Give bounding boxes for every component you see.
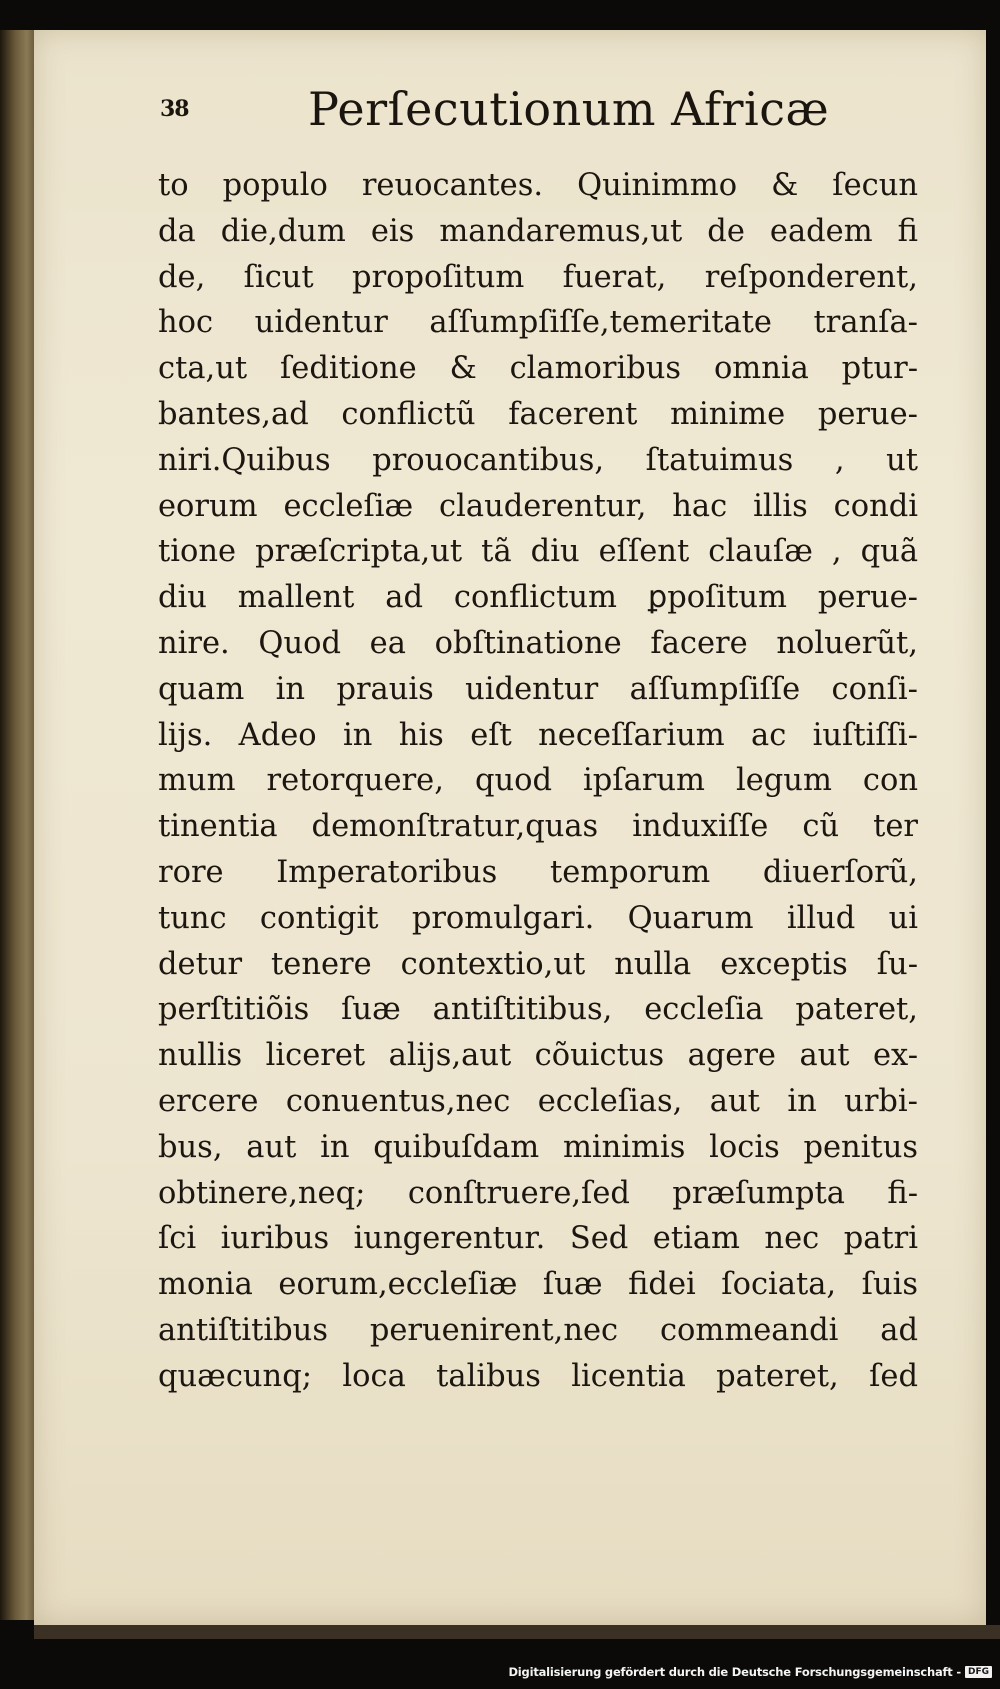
- text-line: niri.Quibus prouocantibus, ſtatuimus , ut: [158, 442, 918, 478]
- text-line: bus, aut in quibuſdam minimis locis penitus: [158, 1129, 918, 1165]
- text-line: rore Imperatoribus temporum diuerſorũ,: [158, 854, 918, 890]
- text-line: cta,ut ſeditione & clamoribus omnia ptur-: [158, 351, 918, 387]
- footer-credit: Digitalisierung gefördert durch die Deutsche Forschungsgemeinschaft -: [508, 1665, 961, 1679]
- text-line: antiſtitibus peruenirent,nec commeandi ad: [158, 1312, 918, 1348]
- text-line: mum retorquere, quod ipſarum legum con: [158, 763, 918, 799]
- text-line: perſtitiõis ſuæ antiſtitibus, eccleſia pateret,: [158, 992, 918, 1028]
- text-line: diu mallent ad conflictum ꝑpoſitum perue-: [158, 580, 918, 616]
- text-line: bantes,ad conflictũ facerent minime perue-: [158, 396, 918, 432]
- text-line: ſci iuribus iungerentur. Sed etiam nec patri: [158, 1221, 918, 1257]
- text-line: eorum eccleſiæ clauderentur, hac illis condi: [158, 488, 918, 524]
- text-line: de, ſicut propoſitum fuerat, reſponderent,: [158, 259, 918, 295]
- text-line: nire. Quod ea obſtinatione facere noluerũt,: [158, 625, 918, 661]
- book-spine-edge: [0, 30, 38, 1620]
- body-text: [158, 163, 928, 1400]
- running-title: Perſecutionum Africæ: [308, 82, 830, 136]
- text-line: da die,dum eis mandaremus,ut de eadem fi: [158, 213, 918, 249]
- text-line: detur tenere contextio,ut nulla exceptis ſu-: [158, 946, 918, 982]
- text-line: tione præſcripta,ut tã diu eſſent clauſæ , quã: [158, 534, 918, 570]
- page-header: [150, 82, 910, 152]
- text-line: monia eorum,eccleſiæ ſuæ fidei ſociata, ſuis: [158, 1267, 918, 1303]
- text-line: nullis liceret alijs,aut cõuictus agere aut ex-: [158, 1038, 918, 1074]
- text-line: tinentia demonſtratur,quas induxiſſe cũ ter: [158, 809, 918, 845]
- text-line: hoc uidentur aſſumpſiſſe,temeritate tranſa-: [158, 305, 918, 341]
- text-line: quæcunq; loca talibus licentia pateret, ſed: [158, 1358, 918, 1394]
- page-number: 38: [160, 96, 189, 122]
- text-line: lijs. Adeo in his eſt neceſſarium ac iuſtiſſi-: [158, 717, 918, 753]
- text-line: tunc contigit promulgari. Quarum illud ui: [158, 900, 918, 936]
- text-line: quam in prauis uidentur aſſumpſiſſe conſi-: [158, 671, 918, 707]
- digitization-footer: [508, 1661, 992, 1683]
- dfg-logo-icon: DFG: [965, 1666, 992, 1678]
- text-line: ercere conuentus,nec eccleſias, aut in urbi-: [158, 1083, 918, 1119]
- page-bottom-edge: [34, 1625, 1000, 1639]
- text-line: to populo reuocantes. Quinimmo & ſecun: [158, 168, 918, 203]
- text-line: obtinere,neq; conſtruere,ſed præſumpta fi-: [158, 1175, 918, 1211]
